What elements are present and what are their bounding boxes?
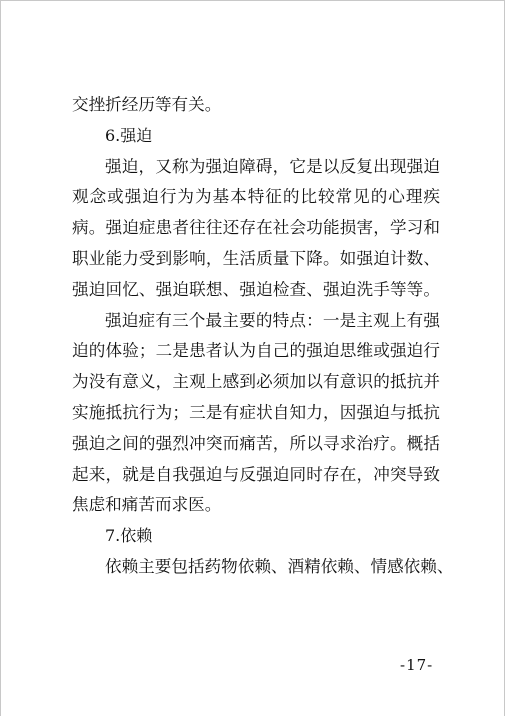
text-line: 强迫回忆、强迫联想、强迫检查、强迫洗手等等。 <box>72 279 440 299</box>
section-heading-compulsion: 6.强迫 <box>105 125 153 145</box>
text-line: 强迫，又称为强迫障碍，它是以反复出现强迫 <box>105 156 440 176</box>
text-line: 职业能力受到影响，生活质量下降。如强迫计数、 <box>72 248 440 268</box>
text-line: 迫的体验；二是患者认为自己的强迫思维或强迫行 <box>72 341 440 361</box>
text-line: 交挫折经历等有关。 <box>72 95 222 114</box>
text-line: 病。强迫症患者往往还存在社会功能损害，学习和 <box>72 218 440 238</box>
text-line: 实施抵抗行为；三是有症状自知力，因强迫与抵抗 <box>72 402 440 422</box>
document-body <box>72 90 454 583</box>
page-border-left <box>0 0 1 716</box>
text-line: 为没有意义，主观上感到必须加以有意识的抵抗并 <box>72 372 440 392</box>
text-line: 焦虑和痛苦而求医。 <box>72 495 222 515</box>
text-line: 强迫之间的强烈冲突而痛苦，所以寻求治疗。概括 <box>72 433 440 453</box>
page-number: -17- <box>400 656 434 674</box>
text-line: 依赖主要包括药物依赖、酒精依赖、情感依赖、 <box>105 556 454 576</box>
section-heading-dependence: 7.依赖 <box>105 526 153 546</box>
page-border-top <box>0 0 505 1</box>
text-line: 强迫症有三个最主要的特点：一是主观上有强 <box>105 310 440 330</box>
text-line: 观念或强迫行为为基本特征的比较常见的心理疾 <box>72 187 440 207</box>
text-line: 起来，就是自我强迫与反强迫同时存在，冲突导致 <box>72 464 440 484</box>
